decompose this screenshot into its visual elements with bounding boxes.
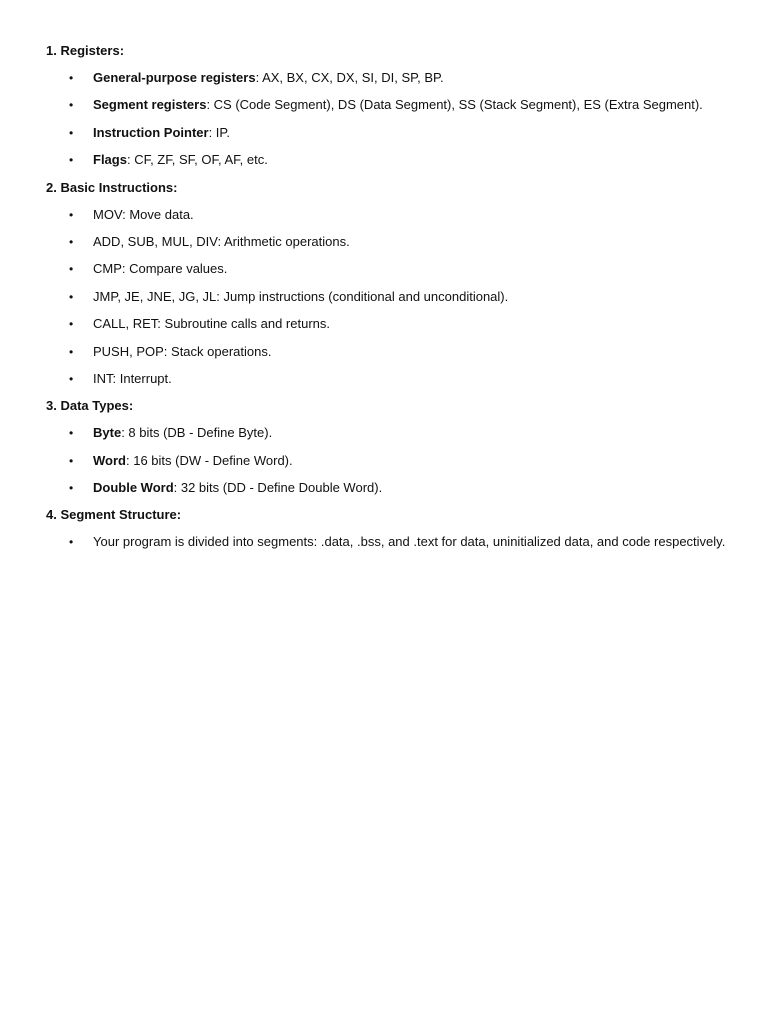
list-item — [46, 424, 726, 442]
item-text: : AX, BX, CX, DX, SI, DI, SP, BP. — [255, 70, 444, 85]
bullet-icon: • — [69, 71, 74, 85]
bullet-icon: • — [69, 125, 74, 140]
section-heading-basic-instructions: 2. Basic Instructions: — [46, 179, 178, 195]
segment-structure-list — [46, 533, 726, 551]
bullet-icon: • — [69, 453, 74, 468]
section-heading-segment-structure: 4. Segment Structure: — [46, 507, 182, 523]
item-term: Instruction Pointer — [93, 124, 209, 140]
item-text: : 32 bits (DD - Define Double Word). — [173, 480, 383, 496]
list-item — [46, 370, 726, 388]
item-text: CALL, RET: Subroutine calls and returns. — [93, 316, 331, 332]
item-term: Segment registers — [93, 97, 207, 113]
item-text: INT: Interrupt. — [93, 370, 172, 386]
item-text: PUSH, POP: Stack operations. — [93, 343, 272, 359]
section-heading-registers: 1. Registers: — [46, 43, 125, 58]
bullet-icon: • — [69, 234, 74, 249]
list-item — [46, 151, 726, 169]
instructions-list — [46, 206, 726, 388]
bullet-icon: • — [69, 262, 74, 277]
list-item — [46, 96, 726, 114]
item-text: : 8 bits (DB - Define Byte). — [121, 425, 273, 441]
item-text: ADD, SUB, MUL, DIV: Arithmetic operations. — [93, 233, 350, 249]
bullet-icon: • — [69, 371, 74, 386]
bullet-icon: • — [69, 481, 74, 496]
bullet-icon: • — [69, 289, 74, 304]
bullet-icon: • — [69, 535, 74, 550]
item-text: : 16 bits (DW - Define Word). — [125, 452, 293, 468]
item-text: CMP: Compare values. — [93, 261, 228, 277]
document-content — [46, 42, 726, 561]
bullet-icon: • — [69, 317, 74, 332]
data-types-list — [46, 424, 726, 497]
bullet-icon: • — [69, 98, 74, 113]
item-term: General-purpose registers — [93, 70, 256, 85]
item-text: JMP, JE, JNE, JG, JL: Jump instructions (conditional and unconditional). — [93, 288, 509, 304]
section-heading-data-types: 3. Data Types: — [46, 398, 134, 414]
item-text: : IP. — [208, 124, 231, 140]
list-item — [46, 343, 726, 361]
list-item — [46, 206, 726, 224]
list-item — [46, 479, 726, 497]
item-term: Double Word — [93, 480, 174, 496]
item-text: Your program is divided into segments: .data, .bss, and .text for data, uninitialized data, and code respectively. — [93, 534, 726, 550]
list-item — [46, 124, 726, 142]
list-item — [46, 315, 726, 333]
list-item — [46, 233, 726, 251]
bullet-icon: • — [69, 207, 74, 222]
list-item — [46, 288, 726, 306]
item-text: MOV: Move data. — [93, 206, 194, 222]
list-item — [46, 69, 726, 87]
bullet-icon: • — [69, 344, 74, 359]
item-term: Byte — [93, 425, 122, 441]
list-item — [46, 533, 726, 551]
bullet-icon: • — [69, 153, 74, 168]
item-term: Word — [93, 452, 126, 468]
registers-list — [46, 69, 726, 169]
item-term: Flags — [93, 152, 127, 168]
item-text: : CF, ZF, SF, OF, AF, etc. — [126, 152, 268, 168]
item-text: : CS (Code Segment), DS (Data Segment), SS (Stack Segment), ES (Extra Segment). — [206, 97, 703, 113]
list-item — [46, 452, 726, 470]
bullet-icon: • — [69, 426, 74, 441]
list-item — [46, 260, 726, 278]
